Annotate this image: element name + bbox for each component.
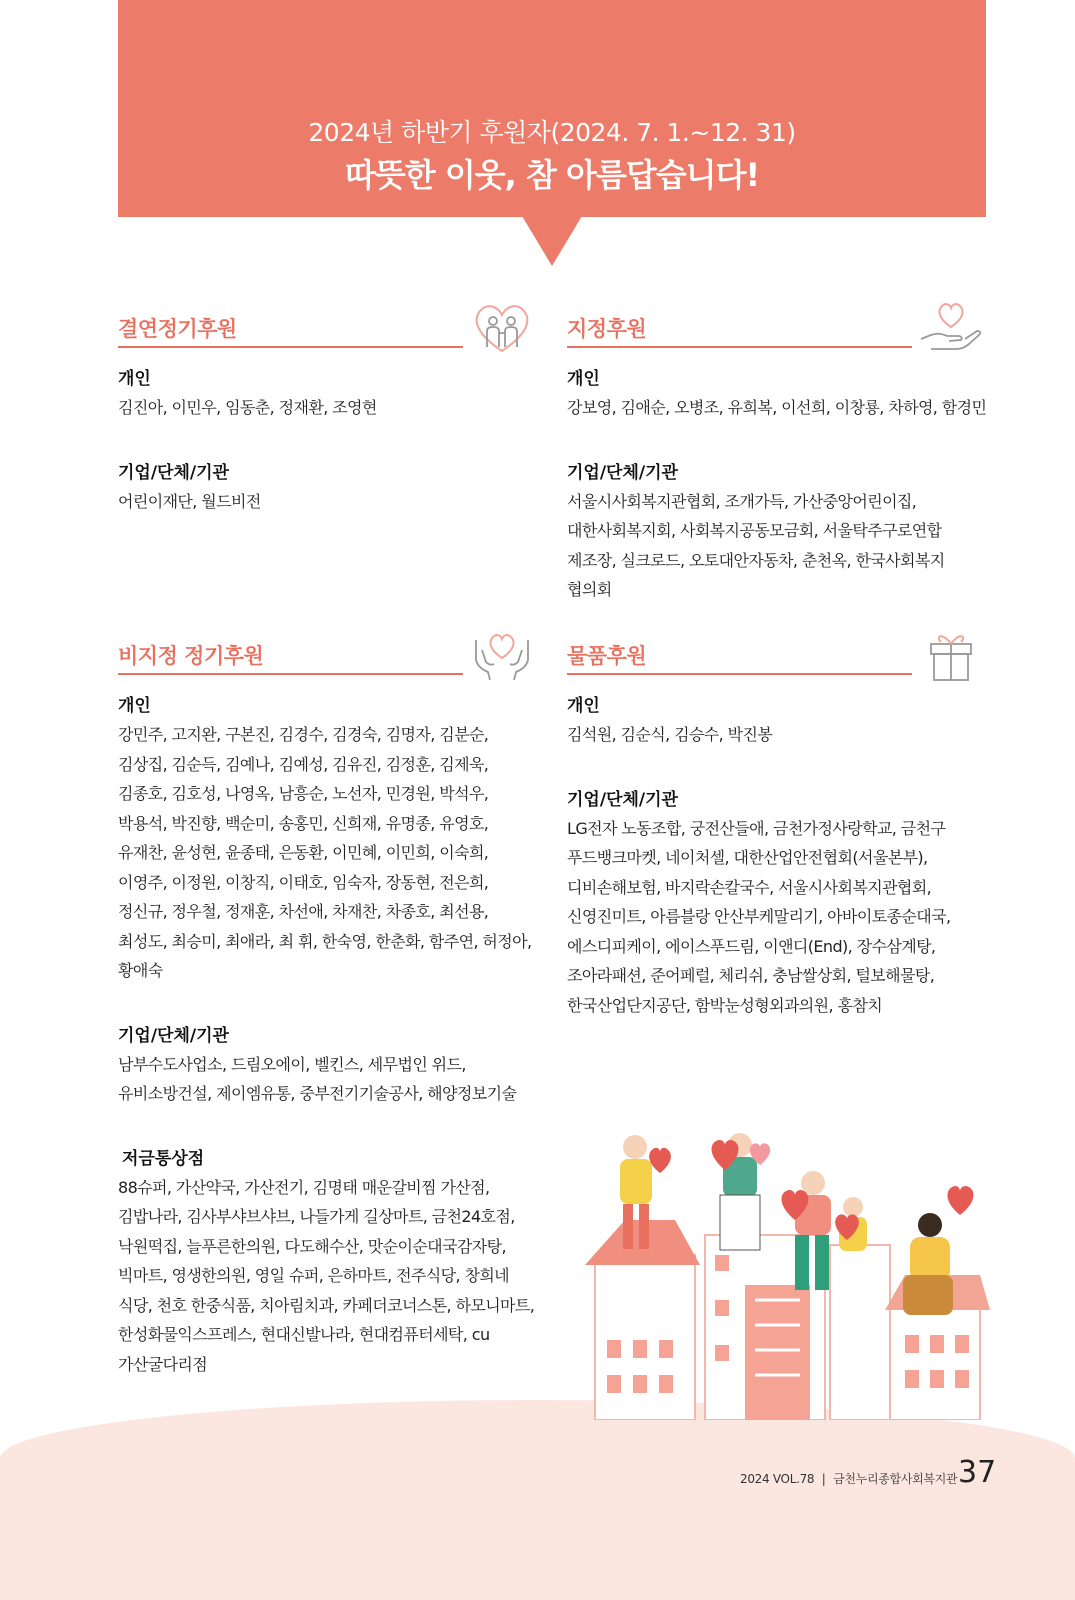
org-donors: 서울시사회복지관협회, 조개가득, 가산중앙어린이집, 대한사회복지회, 사회복지공동모금회, 서울탁주구로연합 제조장, 실크로드, 오토대안자동차, 춘천옥, 한국사회복지 협의회 <box>567 491 945 599</box>
section-designated <box>567 313 987 605</box>
footer-info <box>740 1470 957 1487</box>
section-nondesignated <box>118 640 538 1379</box>
individual-label: 개인 <box>567 696 600 716</box>
individual-label: 개인 <box>118 696 151 716</box>
individual-label: 개인 <box>567 369 600 389</box>
section-title: 지정후원 <box>567 317 647 341</box>
org-donors: 어린이재단, 월드비전 <box>118 491 261 511</box>
couple-heart-icon <box>468 299 536 359</box>
banner-title: 따뜻한 이웃, 참 아름답습니다! <box>344 156 760 194</box>
hand-heart-icon <box>917 299 985 359</box>
section-goods <box>567 640 987 1020</box>
section-title: 물품후원 <box>567 644 647 668</box>
bottom-decorative-band <box>0 1400 1075 1600</box>
section-title: 비지정 정기후원 <box>118 644 264 668</box>
store-donors: 88슈퍼, 가산약국, 가산전기, 김명태 매운갈비찜 가산점, 김밥나라, 김사부샤브샤브, 나들가게 길상마트, 금천24호점, 낙원떡집, 늘푸른한의원, 다도해수산, 맛순이순대국감자탕, 빅마트, 영생한의원, 영일 슈퍼, 은하마트, 전주식당, 창희네 식당, 천호 한중식품, 치아림치과, 카페더코너스톤, 하모니마트, 한성화물익스프레스, 현대신발나라, 현대컴퓨터세탁, cu 가산굴다리점 <box>118 1177 535 1374</box>
section-divider <box>567 346 912 348</box>
org-label: 기업/단체/기관 <box>567 462 678 483</box>
footer-separator: | <box>821 1472 826 1486</box>
issue-label: 2024 VOL.78 <box>740 1472 815 1486</box>
org-label: 기업/단체/기관 <box>567 789 678 810</box>
section-kinship <box>118 313 538 516</box>
org-label: 기업/단체/기관 <box>118 1025 229 1046</box>
section-divider <box>118 346 463 348</box>
individual-donors: 김석원, 김순식, 김승수, 박진봉 <box>567 725 773 744</box>
section-divider <box>567 673 912 675</box>
org-donors: LG전자 노동조합, 궁전산들애, 금천가정사랑학교, 금천구 푸드뱅크마켓, 네이처셀, 대한산업안전협회(서울본부), 디비손해보험, 바지락손칼국수, 서울시사회복지관협회, 신영진미트, 아름블랑 안산부케말리기, 아바이토종순대국, 에스디피케이, 에이스푸드림, 이앤디(End), 장수삼계탕, 조아라패션, 준어페럴, 체리쉬, 충남쌀상회, 털보해물탕, 한국산업단지공단, 함박눈성형외과의원, 홍참치 <box>567 818 951 1015</box>
gift-box-icon <box>917 626 985 686</box>
section-divider <box>118 673 463 675</box>
individual-donors: 김진아, 이민우, 임동춘, 정재환, 조영현 <box>118 398 377 417</box>
page-number: 37 <box>958 1455 997 1490</box>
two-hands-heart-icon <box>468 626 536 686</box>
publisher-name: 금천누리종합사회복지관 <box>833 1472 958 1486</box>
banner-subtitle: 2024년 하반기 후원자(2024. 7. 1.~12. 31) <box>308 118 796 147</box>
store-label: 저금통상점 <box>122 1148 205 1169</box>
individual-donors: 강민주, 고지완, 구본진, 김경수, 김경숙, 김명자, 김분순, 김상집, 김순득, 김예나, 김예성, 김유진, 김정훈, 김제욱, 김종호, 김호성, 나영옥, 남흥순, 노선자, 민경원, 박석우, 박용석, 박진향, 백순미, 송홍민, 신희재, 유명종, 유영호, 유재찬, 윤성현, 윤종태, 은동환, 이민혜, 이민희, 이숙희, 이영주, 이정원, 이창직, 이태호, 임숙자, 장동현, 전은희, 정신규, 정우철, 정재훈, 차선애, 차재찬, 차종호, 최선용, 최성도, 최승미, 최애라, 최 휘, 한숙영, 한춘화, 함주연, 허정아, 황애숙 <box>118 725 532 980</box>
banner-pointer <box>522 216 582 266</box>
individual-donors: 강보영, 김애순, 오병조, 유희복, 이선희, 이창룡, 차하영, 함경민 <box>567 398 987 417</box>
section-title: 결연정기후원 <box>118 317 237 341</box>
individual-label: 개인 <box>118 369 151 389</box>
org-donors: 남부수도사업소, 드림오에이, 벨킨스, 세무법인 위드, 유비소방건설, 제이엠유통, 중부전기기술공사, 해양정보기술 <box>118 1054 517 1103</box>
org-label: 기업/단체/기관 <box>118 462 229 483</box>
neighbors-illustration <box>585 1125 990 1420</box>
